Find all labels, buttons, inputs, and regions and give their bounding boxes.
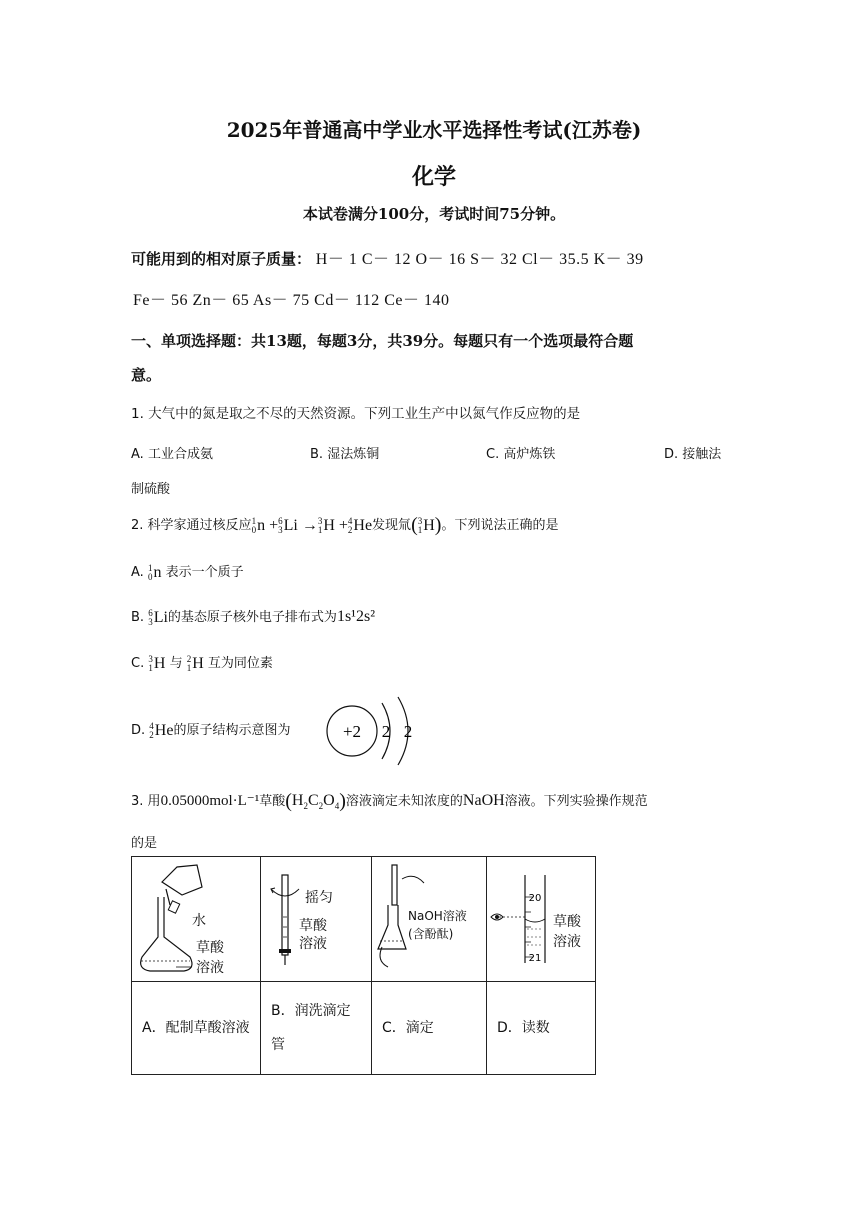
option-letter: B. (131, 610, 145, 625)
label-water: 水 (192, 913, 206, 929)
q2-stem-b: 发现氚 (372, 518, 412, 533)
q3-stem-d: 溶液。下列实验操作规范 (504, 794, 648, 809)
nucleus-charge: +2 (342, 722, 362, 741)
exam-title: 2025年普通高中学业水平选择性考试(江苏卷) (226, 118, 642, 142)
option-text: 的基态原子核外电子排布式为 (167, 610, 337, 625)
option-text: 的原子结构示意图为 (173, 723, 291, 738)
caption-c: C．滴定 (372, 982, 487, 1075)
naoh-label: NaOH (462, 792, 505, 809)
mark-20: 20 (528, 893, 542, 904)
option-text: 表示一个质子 (165, 565, 244, 580)
label-solution: 溶液 (299, 936, 327, 952)
figure-cell-c (372, 857, 487, 982)
label-shake: 摇匀 (305, 890, 333, 906)
option-letter: D. (664, 447, 679, 462)
q2-number: 2. (131, 518, 144, 533)
label-solution: 溶液 (196, 960, 224, 976)
concentration: 0.05000mol·L⁻¹ (160, 793, 260, 809)
figure-cell-b (261, 857, 372, 982)
option-letter: B. (310, 447, 324, 462)
label-solution: 溶液 (553, 934, 581, 950)
option-text: 湿法炼铜 (327, 447, 380, 462)
option-text-mid: 与 (169, 656, 183, 671)
q3-stem-a: 用 (147, 794, 161, 809)
option-letter: C. (131, 656, 145, 671)
q1-option-a (131, 443, 213, 462)
helium-atomic-structure-diagram (320, 693, 420, 769)
q2-option-d: D. 4 2 He的原子结构示意图为 (131, 720, 291, 740)
caption-d: D．读数 (487, 982, 596, 1075)
label-acid: 草酸 (553, 914, 581, 930)
option-letter: A. (131, 447, 144, 462)
option-letter: A. (131, 565, 144, 580)
q3-stem-b: 草酸 (259, 794, 286, 809)
option-text: 互为同位素 (207, 656, 273, 671)
subject-title: 化学 (411, 164, 456, 190)
caption-b: B．润洗滴定管 (261, 982, 372, 1075)
mark-21: 21 (528, 953, 542, 964)
nuclear-equation: 1 0 n + 6 3 Li → 3 1 H + 4 2 He (251, 515, 373, 535)
q3-stem-c: 溶液滴定未知浓度的 (345, 794, 463, 809)
section-heading-line2: 意。 (131, 366, 162, 384)
label-acid: 草酸 (196, 940, 224, 956)
q1-option-d-continuation: 制硫酸 (131, 482, 171, 497)
q2-option-a: A. 1 0 n 表示一个质子 (131, 562, 244, 582)
label-acid: 草酸 (299, 918, 327, 934)
atomic-mass-row-1 (131, 246, 644, 269)
atomic-mass-line2: Fe－ 56 Zn－ 65 As－ 75 Cd－ 112 Ce－ 140 (133, 292, 450, 309)
q3-stem (131, 790, 648, 813)
section-heading-line1: 一、单项选择题：共13题，每题3分，共39分。每题只有一个选项最符合题 (131, 332, 634, 350)
q2-option-c: C. 3 1 H 与 2 1 H 互为同位素 (131, 653, 273, 673)
figure-cell-d (487, 857, 596, 982)
option-letter: C. (486, 447, 500, 462)
shell1-electrons: 2 (381, 722, 391, 741)
q3-stem-line2: 的是 (131, 836, 158, 851)
electron-configuration: 1s¹2s² (336, 608, 375, 625)
shell2-electrons: 2 (403, 722, 413, 741)
label-naoh: NaOH溶液 (408, 909, 467, 923)
q2-stem-c: 。下列说法正确的是 (441, 518, 559, 533)
q1-option-b (310, 443, 379, 462)
option-text: 接触法 (682, 447, 722, 462)
option-letter: D. (131, 723, 146, 738)
figure-cell-a (132, 857, 261, 982)
atomic-mass-line1: H－ 1 C－ 12 O－ 16 S－ 32 Cl－ 35.5 K－ 39 (315, 251, 644, 268)
q3-options-table (131, 856, 596, 1075)
q3-number: 3. (131, 794, 144, 809)
q2-stem-a: 科学家通过核反应 (147, 518, 252, 533)
q2-option-b: B. 6 3 Li的基态原子核外电子排布式为1s¹2s² (131, 607, 375, 627)
exam-note: 本试卷满分100分，考试时间75分钟。 (302, 205, 566, 223)
q1-stem: 1. 大气中的氮是取之不尽的天然资源。下列工业生产中以氮气作反应物的是 (131, 406, 581, 422)
label-indicator: (含酚酞) (408, 927, 454, 941)
q2-stem (131, 514, 558, 537)
q1-option-d (664, 443, 721, 462)
option-text: 工业合成氨 (147, 447, 213, 462)
q1-option-c (486, 443, 555, 462)
oxalic-acid-formula: ( $H_2C_2O_4$ ) (285, 790, 346, 812)
atomic-mass-label: 可能用到的相对原子质量： (131, 250, 312, 268)
caption-a: A．配制草酸溶液 (132, 982, 261, 1075)
tritium-symbol: ( 3 1 H ) (411, 514, 442, 536)
option-text: 高炉炼铁 (503, 447, 556, 462)
